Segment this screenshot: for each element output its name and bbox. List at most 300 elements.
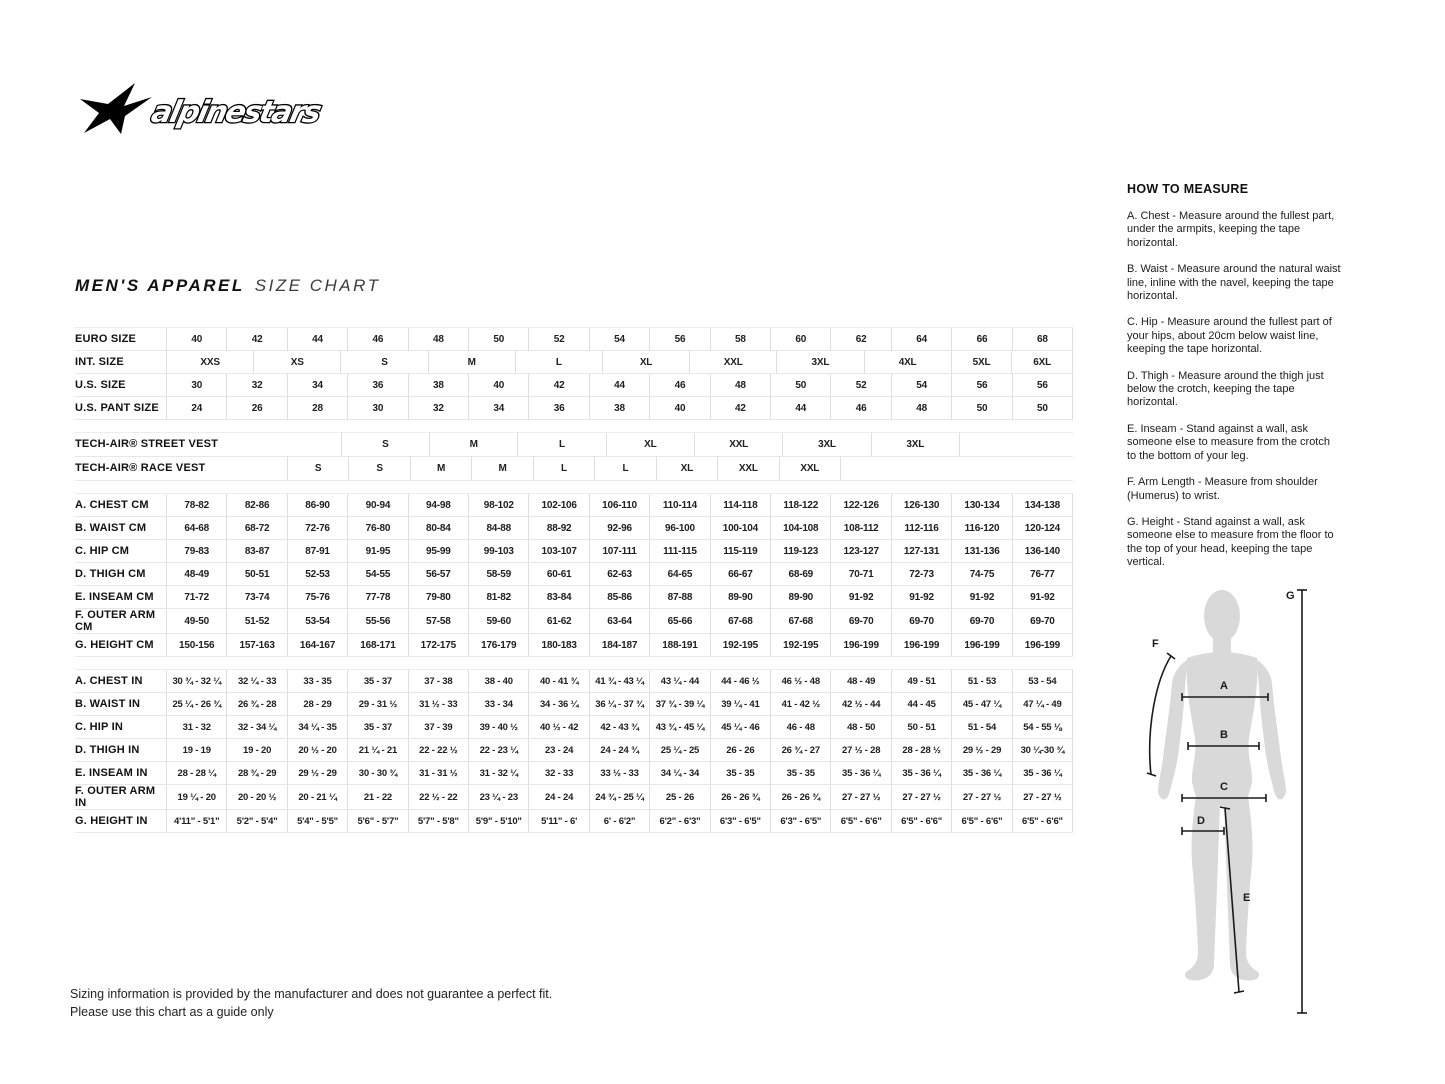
label-chest: A	[1220, 680, 1228, 692]
size-cell: 22 - 23 ¼	[468, 739, 528, 761]
size-cell: 57-58	[408, 609, 468, 633]
row-label: A. CHEST CM	[75, 498, 149, 511]
table-row	[75, 785, 1073, 810]
size-cell: XS	[253, 351, 340, 373]
size-cell: 196-199	[951, 634, 1011, 656]
size-cell: 136-140	[1012, 540, 1073, 562]
size-cell: 26 - 26	[710, 739, 770, 761]
size-cell: 40	[468, 374, 528, 396]
size-cell: 39 - 40 ½	[468, 716, 528, 738]
size-cell: 50	[770, 374, 830, 396]
size-cell: 20 - 21 ¼	[287, 785, 347, 809]
row-label: F. OUTER ARM IN	[75, 785, 156, 810]
size-cell: 180-183	[528, 634, 588, 656]
size-cell: 31 - 31 ½	[408, 762, 468, 784]
size-cell: 6XL	[1011, 351, 1073, 373]
size-cell: 60	[770, 328, 830, 350]
size-cell: 24	[166, 397, 226, 419]
size-cell: 48-49	[166, 563, 226, 585]
table-row	[75, 327, 1073, 351]
size-cell: 40 ½ - 42	[528, 716, 588, 738]
size-cell: 108-112	[830, 517, 890, 539]
size-cell: 87-88	[649, 586, 709, 608]
size-cell: 19 - 20	[226, 739, 286, 761]
size-cell: 78-82	[166, 494, 226, 516]
size-cell: 90-94	[347, 494, 407, 516]
size-cell: 56-57	[408, 563, 468, 585]
size-cell: 53 - 54	[1012, 670, 1073, 692]
size-cell: 126-130	[891, 494, 951, 516]
size-cell: 51-52	[226, 609, 286, 633]
size-cell: 40 - 41 ¾	[528, 670, 588, 692]
measure-instruction: B. Waist - Measure around the natural waist line, inline with the navel, keeping the tape horizontal.	[1127, 263, 1341, 303]
size-cell: 67-68	[710, 609, 770, 633]
size-cell: 19 ¼ - 20	[166, 785, 226, 809]
size-cell: 26	[226, 397, 286, 419]
measure-instruction: A. Chest - Measure around the fullest part, under the armpits, keeping the tape horizontal.	[1127, 210, 1335, 249]
size-cell: L	[515, 351, 602, 373]
row-label: TECH-AIR® RACE VEST	[75, 462, 206, 475]
size-cell: 130-134	[951, 494, 1011, 516]
row-label: EURO SIZE	[75, 332, 137, 345]
size-cell: 76-77	[1012, 563, 1073, 585]
size-cell: 6'2" - 6'3"	[649, 810, 709, 832]
size-cell: 42 ½ - 44	[830, 693, 890, 715]
table-row	[75, 540, 1073, 563]
size-cell: 30	[166, 374, 226, 396]
size-cell: 46 ½ - 48	[770, 670, 830, 692]
row-label: C. HIP CM	[75, 544, 130, 557]
size-cell: 104-108	[770, 517, 830, 539]
size-cell: 50	[1012, 397, 1073, 419]
label-hip: C	[1220, 781, 1228, 793]
size-cell: 45 ¼ - 46	[710, 716, 770, 738]
size-cell: 22 ½ - 22	[408, 785, 468, 809]
row-label: TECH-AIR® STREET VEST	[75, 438, 219, 451]
size-cell: 83-84	[528, 586, 588, 608]
how-to-measure-section	[1127, 182, 1341, 583]
size-cell: 99-103	[468, 540, 528, 562]
size-cell: 68-72	[226, 517, 286, 539]
size-cell: 131-136	[951, 540, 1011, 562]
size-cell: 44 - 45	[891, 693, 951, 715]
alpinestars-logo	[72, 82, 324, 141]
table-row	[75, 374, 1073, 397]
size-cell: 49-50	[166, 609, 226, 633]
size-cell: 51 - 54	[951, 716, 1011, 738]
size-cell: 29 ½ - 29	[287, 762, 347, 784]
size-cell: 6' - 6'2"	[589, 810, 649, 832]
row-label: D. THIGH IN	[75, 744, 140, 757]
label-arm-length: F	[1152, 638, 1159, 650]
size-cell: 26 ¾ - 28	[226, 693, 286, 715]
size-cell: 22 - 22 ½	[408, 739, 468, 761]
size-cell: 176-179	[468, 634, 528, 656]
size-cell: 27 - 27 ½	[830, 785, 890, 809]
size-cell: 44	[770, 397, 830, 419]
table-row	[75, 634, 1073, 657]
size-cell: 42	[710, 397, 770, 419]
size-cell: 3XL	[871, 433, 960, 456]
size-cell: 69-70	[1012, 609, 1073, 633]
size-cell: 67-68	[770, 609, 830, 633]
size-cell: 75-76	[287, 586, 347, 608]
size-cell: 64-68	[166, 517, 226, 539]
size-cell: 80-84	[408, 517, 468, 539]
size-cell: M	[410, 457, 471, 480]
disclaimer	[70, 985, 552, 1021]
size-cell: XXL	[717, 457, 778, 480]
measure-instruction: D. Thigh - Measure around the thigh just below the crotch, keeping the tape horizontal.	[1127, 369, 1324, 409]
size-cell: 19 - 19	[166, 739, 226, 761]
size-cell: 91-95	[347, 540, 407, 562]
size-cell: 34	[287, 374, 347, 396]
size-cell: 70-71	[830, 563, 890, 585]
size-cell: 3XL	[782, 433, 870, 456]
size-cell: 27 ½ - 28	[830, 739, 890, 761]
size-cell: 27 - 27 ½	[891, 785, 951, 809]
size-cell: 5XL	[951, 351, 1012, 373]
size-cell: 118-122	[770, 494, 830, 516]
table-row	[75, 669, 1073, 693]
size-cell: 26 ¾ - 27	[770, 739, 830, 761]
size-cell: 98-102	[468, 494, 528, 516]
size-cell: 54	[589, 328, 649, 350]
size-cell: 20 - 20 ½	[226, 785, 286, 809]
page-title	[75, 276, 381, 296]
size-cell: 50	[468, 328, 528, 350]
size-cell: 30 ¾ - 32 ¼	[166, 670, 226, 692]
size-cell: 35 - 36 ¼	[1012, 762, 1073, 784]
how-to-measure-items	[1127, 210, 1341, 570]
size-cell: 91-92	[951, 586, 1011, 608]
table-block-cm	[75, 493, 1073, 657]
size-cell: 157-163	[226, 634, 286, 656]
size-cell: 54	[891, 374, 951, 396]
size-cell: 85-86	[589, 586, 649, 608]
size-cell: 72-76	[287, 517, 347, 539]
size-cell: 41 ¾ - 43 ¼	[589, 670, 649, 692]
size-cell: 26 - 26 ¾	[770, 785, 830, 809]
size-cell: 65-66	[649, 609, 709, 633]
size-cell: 196-199	[891, 634, 951, 656]
size-cell: 88-92	[528, 517, 588, 539]
size-cell: 28 - 29	[287, 693, 347, 715]
size-cell: 6'5" - 6'6"	[891, 810, 951, 832]
measure-instruction: G. Height - Stand against a wall, ask someone else to measure from the floor to the top of your head, keeping the tape vertical.	[1127, 515, 1334, 569]
size-cell: 66	[951, 328, 1011, 350]
size-cell: 168-171	[347, 634, 407, 656]
size-cell: 6'3" - 6'5"	[770, 810, 830, 832]
size-cell: 27 - 27 ½	[1012, 785, 1073, 809]
size-cell: 96-100	[649, 517, 709, 539]
size-cell: 26 - 26 ¾	[710, 785, 770, 809]
size-cell: 33 - 35	[287, 670, 347, 692]
size-cell: 30	[347, 397, 407, 419]
size-cell: 50-51	[226, 563, 286, 585]
size-cell: 28 - 28 ½	[891, 739, 951, 761]
how-to-measure-title: HOW TO MEASURE	[1127, 182, 1249, 196]
height-line	[1297, 590, 1307, 1013]
size-cell: 5'4" - 5'5"	[287, 810, 347, 832]
table-row	[75, 762, 1073, 785]
row-label: F. OUTER ARM CM	[75, 609, 156, 634]
size-cell: 58	[710, 328, 770, 350]
size-cell: 34 - 36 ¼	[528, 693, 588, 715]
size-cell: 37 ¾ - 39 ¼	[649, 693, 709, 715]
table-row	[75, 586, 1073, 609]
size-cell: 30 ¼-30 ¾	[1012, 739, 1073, 761]
size-cell: 79-80	[408, 586, 468, 608]
size-cell: 6'5" - 6'6"	[1012, 810, 1073, 832]
size-cell: S	[287, 457, 348, 480]
size-cell: 6'3" - 6'5"	[710, 810, 770, 832]
size-cell: 21 - 22	[347, 785, 407, 809]
measure-instruction: E. Inseam - Stand against a wall, ask someone else to measure from the crotch to the bottom of your leg.	[1127, 422, 1330, 462]
size-cell: XXS	[166, 351, 253, 373]
size-cell: 192-195	[710, 634, 770, 656]
size-cell: 69-70	[830, 609, 890, 633]
size-cell: 62-63	[589, 563, 649, 585]
size-cell: 52	[528, 328, 588, 350]
size-cell: 86-90	[287, 494, 347, 516]
size-cell: 46	[830, 397, 890, 419]
row-label: U.S. SIZE	[75, 378, 126, 391]
size-cell: 34 ¼ - 35	[287, 716, 347, 738]
size-cell: 35 - 36 ¼	[951, 762, 1011, 784]
size-cell: 23 - 24	[528, 739, 588, 761]
row-label: B. WAIST CM	[75, 521, 147, 534]
size-cell: 24 - 24 ¾	[589, 739, 649, 761]
size-cell: 59-60	[468, 609, 528, 633]
table-row	[75, 397, 1073, 420]
size-cell: 76-80	[347, 517, 407, 539]
size-cell: 116-120	[951, 517, 1011, 539]
label-inseam: E	[1243, 892, 1251, 904]
size-cell: 38	[408, 374, 468, 396]
size-cell: 32	[226, 374, 286, 396]
size-cell: 5'2" - 5'4"	[226, 810, 286, 832]
label-thigh: D	[1197, 815, 1205, 827]
table-row	[75, 351, 1073, 374]
size-cell: 36	[347, 374, 407, 396]
size-cell: 33 - 34	[468, 693, 528, 715]
size-cell: 29 - 31 ½	[347, 693, 407, 715]
size-cell: 28 ¾ - 29	[226, 762, 286, 784]
table-block-header	[75, 327, 1073, 420]
size-cell: 119-123	[770, 540, 830, 562]
size-cell: 32	[408, 397, 468, 419]
size-cell: 48	[408, 328, 468, 350]
size-cell: 23 ¼ - 23	[468, 785, 528, 809]
size-cell: 94-98	[408, 494, 468, 516]
size-cell: 196-199	[1012, 634, 1073, 656]
size-cell: XL	[602, 351, 689, 373]
size-cell: 29 ½ - 29	[951, 739, 1011, 761]
body-measurement-diagram	[1130, 568, 1445, 1043]
size-cell: 35 - 36 ¼	[891, 762, 951, 784]
size-cell: 42	[226, 328, 286, 350]
measure-instruction: F. Arm Length - Measure from shoulder (Humerus) to wrist.	[1127, 476, 1318, 502]
size-cell: 72-73	[891, 563, 951, 585]
size-cell: 39 ¼ - 41	[710, 693, 770, 715]
size-cell: 64	[891, 328, 951, 350]
row-label: G. HEIGHT CM	[75, 639, 154, 652]
size-cell: 172-175	[408, 634, 468, 656]
size-cell: 31 - 32	[166, 716, 226, 738]
size-cell: 6'5" - 6'6"	[830, 810, 890, 832]
size-cell: 89-90	[710, 586, 770, 608]
size-cell: 120-124	[1012, 517, 1073, 539]
size-cell: 91-92	[830, 586, 890, 608]
size-cell: S	[348, 457, 409, 480]
label-waist: B	[1220, 729, 1228, 741]
size-cell: 50	[951, 397, 1011, 419]
size-cell: 150-156	[166, 634, 226, 656]
size-cell: 3XL	[776, 351, 863, 373]
size-cell: 5'7" - 5'8"	[408, 810, 468, 832]
table-row	[75, 693, 1073, 716]
size-cell: 77-78	[347, 586, 407, 608]
size-cell: 106-110	[589, 494, 649, 516]
size-cell: 28 - 28 ¼	[166, 762, 226, 784]
size-cell: 49 - 51	[891, 670, 951, 692]
size-cell: 112-116	[891, 517, 951, 539]
size-cell: M	[471, 457, 532, 480]
size-cell: 79-83	[166, 540, 226, 562]
size-cell: 61-62	[528, 609, 588, 633]
size-cell: 100-104	[710, 517, 770, 539]
size-cell: 36 ¼ - 37 ¾	[589, 693, 649, 715]
size-cell: 73-74	[226, 586, 286, 608]
size-cell: 35 - 35	[770, 762, 830, 784]
table-block-tech	[75, 432, 1073, 481]
size-cell: 69-70	[951, 609, 1011, 633]
size-cell: 62	[830, 328, 890, 350]
size-cell: M	[428, 351, 515, 373]
table-row	[75, 493, 1073, 517]
size-cell: 89-90	[770, 586, 830, 608]
page-title-main: MEN'S APPAREL	[75, 276, 245, 295]
row-label: C. HIP IN	[75, 721, 124, 734]
size-cell: 91-92	[1012, 586, 1073, 608]
size-cell: 64-65	[649, 563, 709, 585]
size-cell: 46 - 48	[770, 716, 830, 738]
size-cell: 38 - 40	[468, 670, 528, 692]
size-cell: 52-53	[287, 563, 347, 585]
size-cell: 83-87	[226, 540, 286, 562]
size-cell: 48 - 49	[830, 670, 890, 692]
alpinestars-logo-text: alpinestars	[148, 95, 323, 130]
size-cell: 43 ¾ - 45 ¼	[649, 716, 709, 738]
table-row	[75, 432, 1073, 457]
size-cell: 58-59	[468, 563, 528, 585]
row-label: E. INSEAM CM	[75, 590, 154, 603]
size-cell: L	[533, 457, 594, 480]
size-cell: 25 ¼ - 25	[649, 739, 709, 761]
size-cell: 56	[649, 328, 709, 350]
size-cell: 110-114	[649, 494, 709, 516]
size-cell: 114-118	[710, 494, 770, 516]
size-cell: 36	[528, 397, 588, 419]
size-cell: 184-187	[589, 634, 649, 656]
size-cell: 42	[528, 374, 588, 396]
size-cell: 192-195	[770, 634, 830, 656]
size-cell: L	[594, 457, 655, 480]
size-cell: XXL	[779, 457, 841, 480]
size-cell: 82-86	[226, 494, 286, 516]
size-cell: 40	[649, 397, 709, 419]
size-cell: 4XL	[864, 351, 951, 373]
size-cell: 47 ¼ - 49	[1012, 693, 1073, 715]
size-cell: 127-131	[891, 540, 951, 562]
row-label: G. HEIGHT IN	[75, 815, 148, 828]
size-cell: 5'6" - 5'7"	[347, 810, 407, 832]
size-cell: 35 - 37	[347, 716, 407, 738]
size-cell: 25 - 26	[649, 785, 709, 809]
size-cell: XXL	[694, 433, 782, 456]
size-cell: 24 - 24	[528, 785, 588, 809]
size-cell: 66-67	[710, 563, 770, 585]
size-cell: XL	[606, 433, 694, 456]
size-cell: 38	[589, 397, 649, 419]
size-cell: 27 - 27 ½	[951, 785, 1011, 809]
size-cell: 4'11" - 5'1"	[166, 810, 226, 832]
size-cell: 69-70	[891, 609, 951, 633]
size-cell: 68-69	[770, 563, 830, 585]
size-cell: 60-61	[528, 563, 588, 585]
size-cell: 42 - 43 ¾	[589, 716, 649, 738]
size-cell: 41 - 42 ½	[770, 693, 830, 715]
size-cell: 48	[710, 374, 770, 396]
size-cell: 32 ¼ - 33	[226, 670, 286, 692]
table-row	[75, 716, 1073, 739]
size-cell: 115-119	[710, 540, 770, 562]
size-cell: 56	[1012, 374, 1073, 396]
size-cell: 51 - 53	[951, 670, 1011, 692]
size-cell: 48 - 50	[830, 716, 890, 738]
size-cell: 52	[830, 374, 890, 396]
size-cell: 84-88	[468, 517, 528, 539]
size-cell: 87-91	[287, 540, 347, 562]
size-cell: 45 - 47 ¼	[951, 693, 1011, 715]
size-cell: 34 ¼ - 34	[649, 762, 709, 784]
size-cell: XXL	[689, 351, 776, 373]
size-cell: 74-75	[951, 563, 1011, 585]
row-label: E. INSEAM IN	[75, 767, 148, 780]
size-cell: 6'5" - 6'6"	[951, 810, 1011, 832]
size-cell: 95-99	[408, 540, 468, 562]
size-cell: 92-96	[589, 517, 649, 539]
size-cell: 43 ¼ - 44	[649, 670, 709, 692]
size-cell: 55-56	[347, 609, 407, 633]
size-cell: 102-106	[528, 494, 588, 516]
size-cell: 44 - 46 ½	[710, 670, 770, 692]
size-cell: 68	[1012, 328, 1073, 350]
size-cell: 31 - 32 ¼	[468, 762, 528, 784]
table-row	[75, 457, 1073, 481]
size-cell: 91-92	[891, 586, 951, 608]
size-cell: 196-199	[830, 634, 890, 656]
size-cell: 46	[347, 328, 407, 350]
row-label: D. THIGH CM	[75, 567, 146, 580]
size-cell: 134-138	[1012, 494, 1073, 516]
size-cell: 25 ¼ - 26 ¾	[166, 693, 226, 715]
size-cell: 35 - 37	[347, 670, 407, 692]
size-cell: 34	[468, 397, 528, 419]
size-cell: 5'11" - 6'	[528, 810, 588, 832]
size-cell: 40	[166, 328, 226, 350]
